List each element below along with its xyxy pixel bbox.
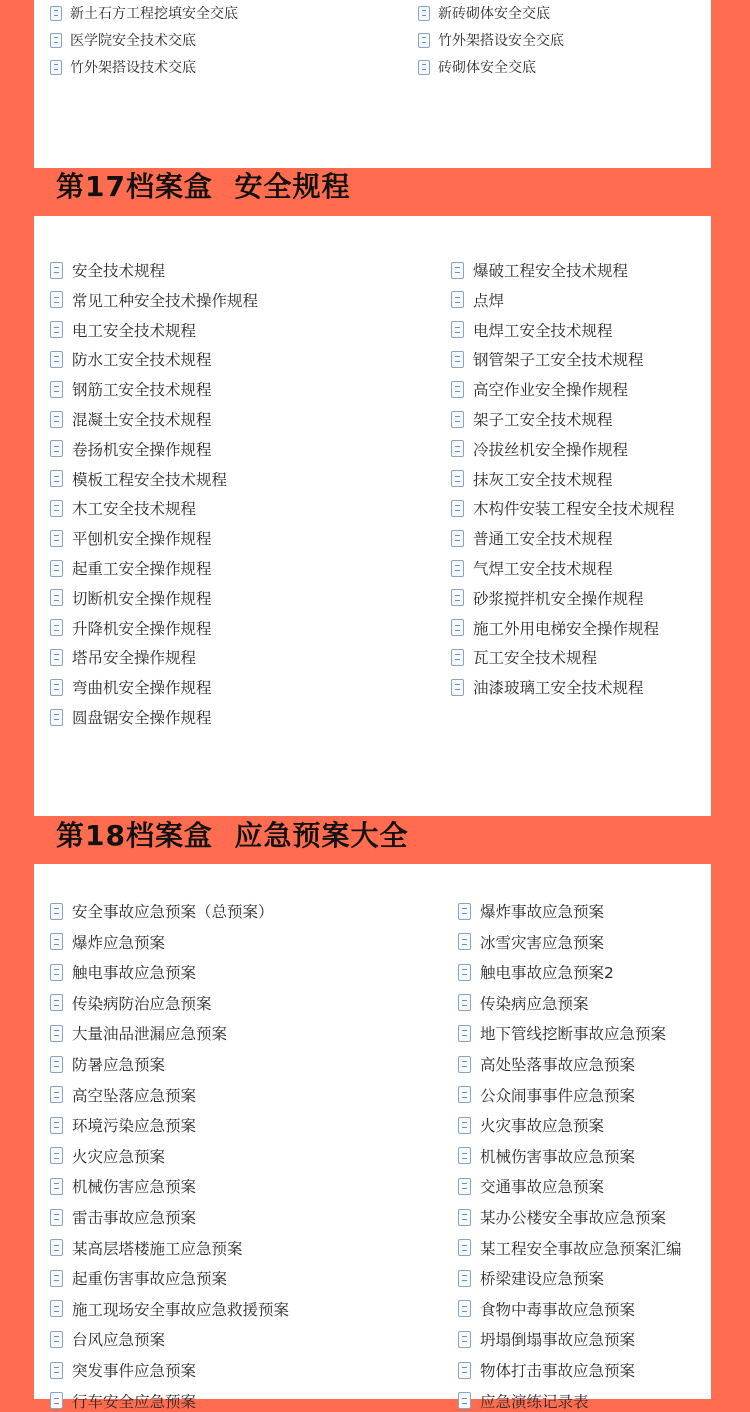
file-item-label: 架子工安全技术规程 (473, 411, 613, 429)
word-document-icon (418, 6, 430, 21)
word-document-icon (50, 381, 63, 398)
file-item-label: 爆炸事故应急预案 (480, 903, 605, 921)
file-item[interactable] (418, 3, 550, 23)
file-item[interactable] (451, 617, 659, 639)
file-item-label: 坍塌倒塌事故应急预案 (480, 1331, 636, 1350)
file-item-label: 台风应急预案 (72, 1331, 166, 1350)
file-item[interactable] (50, 1267, 227, 1289)
file-item-label: 切断机安全操作规程 (72, 589, 212, 608)
file-item-label: 点焊 (473, 291, 505, 310)
file-item[interactable] (50, 319, 196, 341)
word-document-icon (451, 530, 464, 547)
file-item-label: 食物中毒事故应急预案 (480, 1300, 636, 1319)
section16-panel (34, 0, 711, 168)
word-document-icon (50, 903, 63, 920)
file-item-label: 医学院安全技术交底 (70, 33, 196, 49)
file-item[interactable] (50, 289, 258, 311)
word-document-icon (50, 411, 63, 428)
file-item-label: 电工安全技术规程 (72, 321, 197, 340)
file-item-label: 安全事故应急预案（总预案） (72, 903, 274, 921)
file-item[interactable] (451, 676, 644, 698)
file-item-label: 行车安全应急预案 (72, 1392, 197, 1411)
word-document-icon (458, 1362, 471, 1379)
file-item-label: 常见工种安全技术操作规程 (72, 291, 259, 310)
file-item[interactable] (50, 1145, 165, 1167)
file-item-label: 高空坠落应急预案 (72, 1086, 197, 1105)
file-item-label: 桥梁建设应急预案 (480, 1270, 605, 1289)
file-item-label: 应急演练记录表 (480, 1392, 589, 1411)
file-item-label: 冷拔丝机安全操作规程 (473, 440, 629, 459)
file-item-label: 触电事故应急预案2 (480, 964, 614, 983)
word-document-icon (50, 500, 63, 517)
word-document-icon (451, 589, 464, 606)
file-item[interactable] (50, 1053, 165, 1075)
file-item-label: 模板工程安全技术规程 (72, 470, 228, 489)
word-document-icon (451, 381, 464, 398)
word-document-icon (451, 411, 464, 428)
word-document-icon (50, 440, 63, 457)
file-item-label: 交通事故应急预案 (480, 1178, 605, 1197)
file-item-label: 卷扬机安全操作规程 (72, 440, 212, 459)
word-document-icon (451, 470, 464, 487)
file-item-label: 机械伤害应急预案 (72, 1178, 197, 1197)
file-item[interactable] (50, 900, 274, 922)
file-item[interactable] (50, 57, 196, 77)
file-item[interactable] (458, 961, 614, 983)
file-item-label: 冰雪灾害应急预案 (480, 933, 605, 952)
file-item[interactable] (50, 646, 196, 668)
word-document-icon (50, 964, 63, 981)
file-item-label: 雷击事故应急预案 (72, 1209, 197, 1227)
file-item-label: 防水工安全技术规程 (72, 351, 212, 370)
file-item-label: 某工程安全事故应急预案汇编 (480, 1239, 682, 1258)
file-item[interactable] (458, 1053, 635, 1075)
file-item-label: 机械伤害事故应急预案 (480, 1147, 636, 1166)
file-item-label: 起重工安全操作规程 (72, 560, 212, 578)
file-item-label: 安全技术规程 (72, 262, 166, 280)
file-item-label: 起重伤害事故应急预案 (72, 1270, 228, 1289)
file-item[interactable] (451, 468, 613, 490)
word-document-icon (50, 1331, 63, 1348)
word-document-icon (50, 6, 62, 21)
file-item[interactable] (50, 1206, 196, 1228)
word-document-icon (50, 262, 63, 279)
file-item[interactable] (458, 992, 589, 1014)
word-document-icon (458, 1270, 471, 1287)
word-document-icon (50, 560, 63, 577)
word-document-icon (50, 649, 63, 666)
word-document-icon (50, 321, 63, 338)
file-item[interactable] (451, 557, 613, 579)
file-item[interactable] (50, 587, 212, 609)
file-item[interactable] (458, 1175, 604, 1197)
section17-panel (34, 216, 711, 816)
file-item-label: 新土石方工程挖填安全交底 (70, 6, 238, 22)
file-item[interactable] (451, 348, 644, 370)
file-item-label: 竹外架搭设安全交底 (438, 33, 564, 49)
file-item[interactable] (458, 1267, 604, 1289)
word-document-icon (458, 1209, 471, 1226)
file-item-label: 物体打击事故应急预案 (480, 1362, 636, 1380)
file-item[interactable] (451, 497, 675, 519)
file-item-label: 砂浆搅拌机安全操作规程 (473, 589, 644, 608)
word-document-icon (451, 560, 464, 577)
file-item-label: 大量油品泄漏应急预案 (72, 1025, 228, 1044)
file-item-label: 施工现场安全事故应急救援预案 (72, 1300, 290, 1319)
word-document-icon (451, 649, 464, 666)
word-document-icon (451, 679, 464, 696)
file-item[interactable] (458, 1328, 635, 1350)
word-document-icon (458, 1392, 471, 1409)
file-item-label: 砖砌体安全交底 (438, 60, 536, 76)
section17-title: 第17档案盒 安全规程 (56, 170, 351, 203)
word-document-icon (50, 1025, 63, 1042)
word-document-icon (451, 500, 464, 517)
file-item-label: 火灾事故应急预案 (480, 1117, 605, 1136)
file-item-label: 爆破工程安全技术规程 (473, 262, 629, 280)
word-document-icon (50, 60, 62, 75)
file-item[interactable] (50, 992, 212, 1014)
file-item[interactable] (458, 931, 604, 953)
file-item-label: 气焊工安全技术规程 (473, 560, 613, 578)
file-item[interactable] (50, 1328, 165, 1350)
file-item[interactable] (50, 1022, 227, 1044)
word-document-icon (458, 994, 471, 1011)
word-document-icon (458, 903, 471, 920)
file-item[interactable] (50, 438, 212, 460)
file-item[interactable] (458, 1084, 635, 1106)
word-document-icon (50, 33, 62, 48)
word-document-icon (458, 1056, 471, 1073)
file-item-label: 木构件安装工程安全技术规程 (473, 500, 675, 519)
file-item[interactable] (50, 527, 212, 549)
file-item-label: 环境污染应急预案 (72, 1117, 197, 1136)
file-item-label: 传染病防治应急预案 (72, 994, 212, 1013)
file-item[interactable] (50, 1390, 196, 1412)
file-item-label: 传染病应急预案 (480, 994, 589, 1013)
file-item-label: 高处坠落事故应急预案 (480, 1056, 636, 1074)
file-item[interactable] (50, 468, 227, 490)
section18-title: 第18档案盒 应急预案大全 (56, 819, 409, 852)
file-item-label: 抹灰工安全技术规程 (473, 470, 613, 489)
file-item[interactable] (458, 900, 604, 922)
word-document-icon (50, 1270, 63, 1287)
file-item[interactable] (458, 1114, 604, 1136)
word-document-icon (50, 1392, 63, 1409)
file-item[interactable] (50, 1298, 289, 1320)
file-item[interactable] (451, 408, 613, 430)
word-document-icon (50, 679, 63, 696)
file-item[interactable] (458, 1145, 635, 1167)
file-item-label: 平刨机安全操作规程 (72, 530, 212, 549)
file-item-label: 混凝土安全技术规程 (72, 411, 212, 429)
file-item[interactable] (50, 1084, 196, 1106)
file-item[interactable] (451, 527, 613, 549)
file-item[interactable] (458, 1206, 666, 1228)
file-item[interactable] (50, 3, 238, 23)
word-document-icon (50, 1147, 63, 1164)
file-item[interactable] (50, 1359, 196, 1381)
file-item-label: 公众闹事事件应急预案 (480, 1086, 636, 1105)
file-item[interactable] (50, 931, 165, 953)
word-document-icon (458, 1300, 471, 1317)
file-item[interactable] (50, 348, 212, 370)
file-item-label: 油漆玻璃工安全技术规程 (473, 679, 644, 698)
file-item-label: 施工外用电梯安全操作规程 (473, 619, 660, 638)
file-item[interactable] (451, 587, 644, 609)
word-document-icon (50, 1239, 63, 1256)
file-item[interactable] (50, 676, 212, 698)
file-item[interactable] (451, 438, 628, 460)
section18-panel (34, 864, 711, 1411)
word-document-icon (50, 1300, 63, 1317)
word-document-icon (451, 262, 464, 279)
word-document-icon (458, 933, 471, 950)
word-document-icon (458, 1239, 471, 1256)
file-item[interactable] (458, 1237, 682, 1259)
file-item[interactable] (451, 646, 597, 668)
file-item-label: 木工安全技术规程 (72, 500, 197, 519)
file-item-label: 升降机安全操作规程 (72, 619, 212, 638)
file-item[interactable] (50, 557, 212, 579)
word-document-icon (451, 291, 464, 308)
word-document-icon (50, 1362, 63, 1379)
file-item-label: 圆盘锯安全操作规程 (72, 709, 212, 727)
file-item[interactable] (50, 961, 196, 983)
file-item[interactable] (458, 1022, 666, 1044)
file-item-label: 弯曲机安全操作规程 (72, 679, 212, 698)
word-document-icon (50, 530, 63, 547)
file-item[interactable] (50, 1114, 196, 1136)
word-document-icon (50, 933, 63, 950)
file-item-label: 爆炸应急预案 (72, 933, 166, 952)
file-item[interactable] (50, 497, 196, 519)
file-item-label: 电焊工安全技术规程 (473, 321, 613, 340)
word-document-icon (451, 440, 464, 457)
word-document-icon (50, 470, 63, 487)
file-item[interactable] (451, 289, 504, 311)
word-document-icon (418, 60, 430, 75)
file-item[interactable] (451, 259, 628, 281)
word-document-icon (458, 964, 471, 981)
file-item[interactable] (50, 1175, 196, 1197)
file-item[interactable] (458, 1390, 589, 1412)
file-item[interactable] (50, 30, 196, 50)
file-item[interactable] (451, 319, 613, 341)
file-item-label: 普通工安全技术规程 (473, 530, 613, 549)
file-item-label: 竹外架搭设技术交底 (70, 60, 196, 76)
file-item-label: 突发事件应急预案 (72, 1362, 197, 1380)
file-item-label: 新砖砌体安全交底 (438, 6, 550, 22)
word-document-icon (50, 589, 63, 606)
file-item[interactable] (50, 259, 165, 281)
file-item[interactable] (50, 617, 212, 639)
word-document-icon (418, 33, 430, 48)
word-document-icon (50, 1086, 63, 1103)
word-document-icon (50, 351, 63, 368)
file-item-label: 触电事故应急预案 (72, 964, 197, 983)
word-document-icon (458, 1178, 471, 1195)
word-document-icon (451, 321, 464, 338)
word-document-icon (50, 291, 63, 308)
file-item-label: 高空作业安全操作规程 (473, 381, 629, 400)
word-document-icon (458, 1147, 471, 1164)
file-item-label: 钢管架子工安全技术规程 (473, 351, 644, 370)
file-item[interactable] (50, 378, 212, 400)
file-item[interactable] (50, 408, 212, 430)
word-document-icon (458, 1117, 471, 1134)
file-item[interactable] (50, 1237, 243, 1259)
file-item-label: 防暑应急预案 (72, 1056, 166, 1074)
word-document-icon (451, 351, 464, 368)
file-item-label: 某办公楼安全事故应急预案 (480, 1209, 667, 1227)
file-item-label: 钢筋工安全技术规程 (72, 381, 212, 400)
word-document-icon (451, 619, 464, 636)
file-item[interactable] (418, 57, 536, 77)
word-document-icon (458, 1025, 471, 1042)
file-item[interactable] (458, 1298, 635, 1320)
file-item[interactable] (418, 30, 564, 50)
file-item[interactable] (50, 706, 212, 728)
word-document-icon (458, 1086, 471, 1103)
file-item[interactable] (451, 378, 628, 400)
word-document-icon (50, 619, 63, 636)
file-item-label: 瓦工安全技术规程 (473, 649, 598, 668)
file-item-label: 塔吊安全操作规程 (72, 649, 197, 668)
file-item[interactable] (458, 1359, 635, 1381)
word-document-icon (50, 1209, 63, 1226)
word-document-icon (50, 1056, 63, 1073)
file-item-label: 某高层塔楼施工应急预案 (72, 1239, 243, 1258)
word-document-icon (50, 1117, 63, 1134)
word-document-icon (50, 709, 63, 726)
word-document-icon (458, 1331, 471, 1348)
word-document-icon (50, 1178, 63, 1195)
file-item-label: 地下管线挖断事故应急预案 (480, 1025, 667, 1044)
word-document-icon (50, 994, 63, 1011)
file-item-label: 火灾应急预案 (72, 1147, 166, 1166)
